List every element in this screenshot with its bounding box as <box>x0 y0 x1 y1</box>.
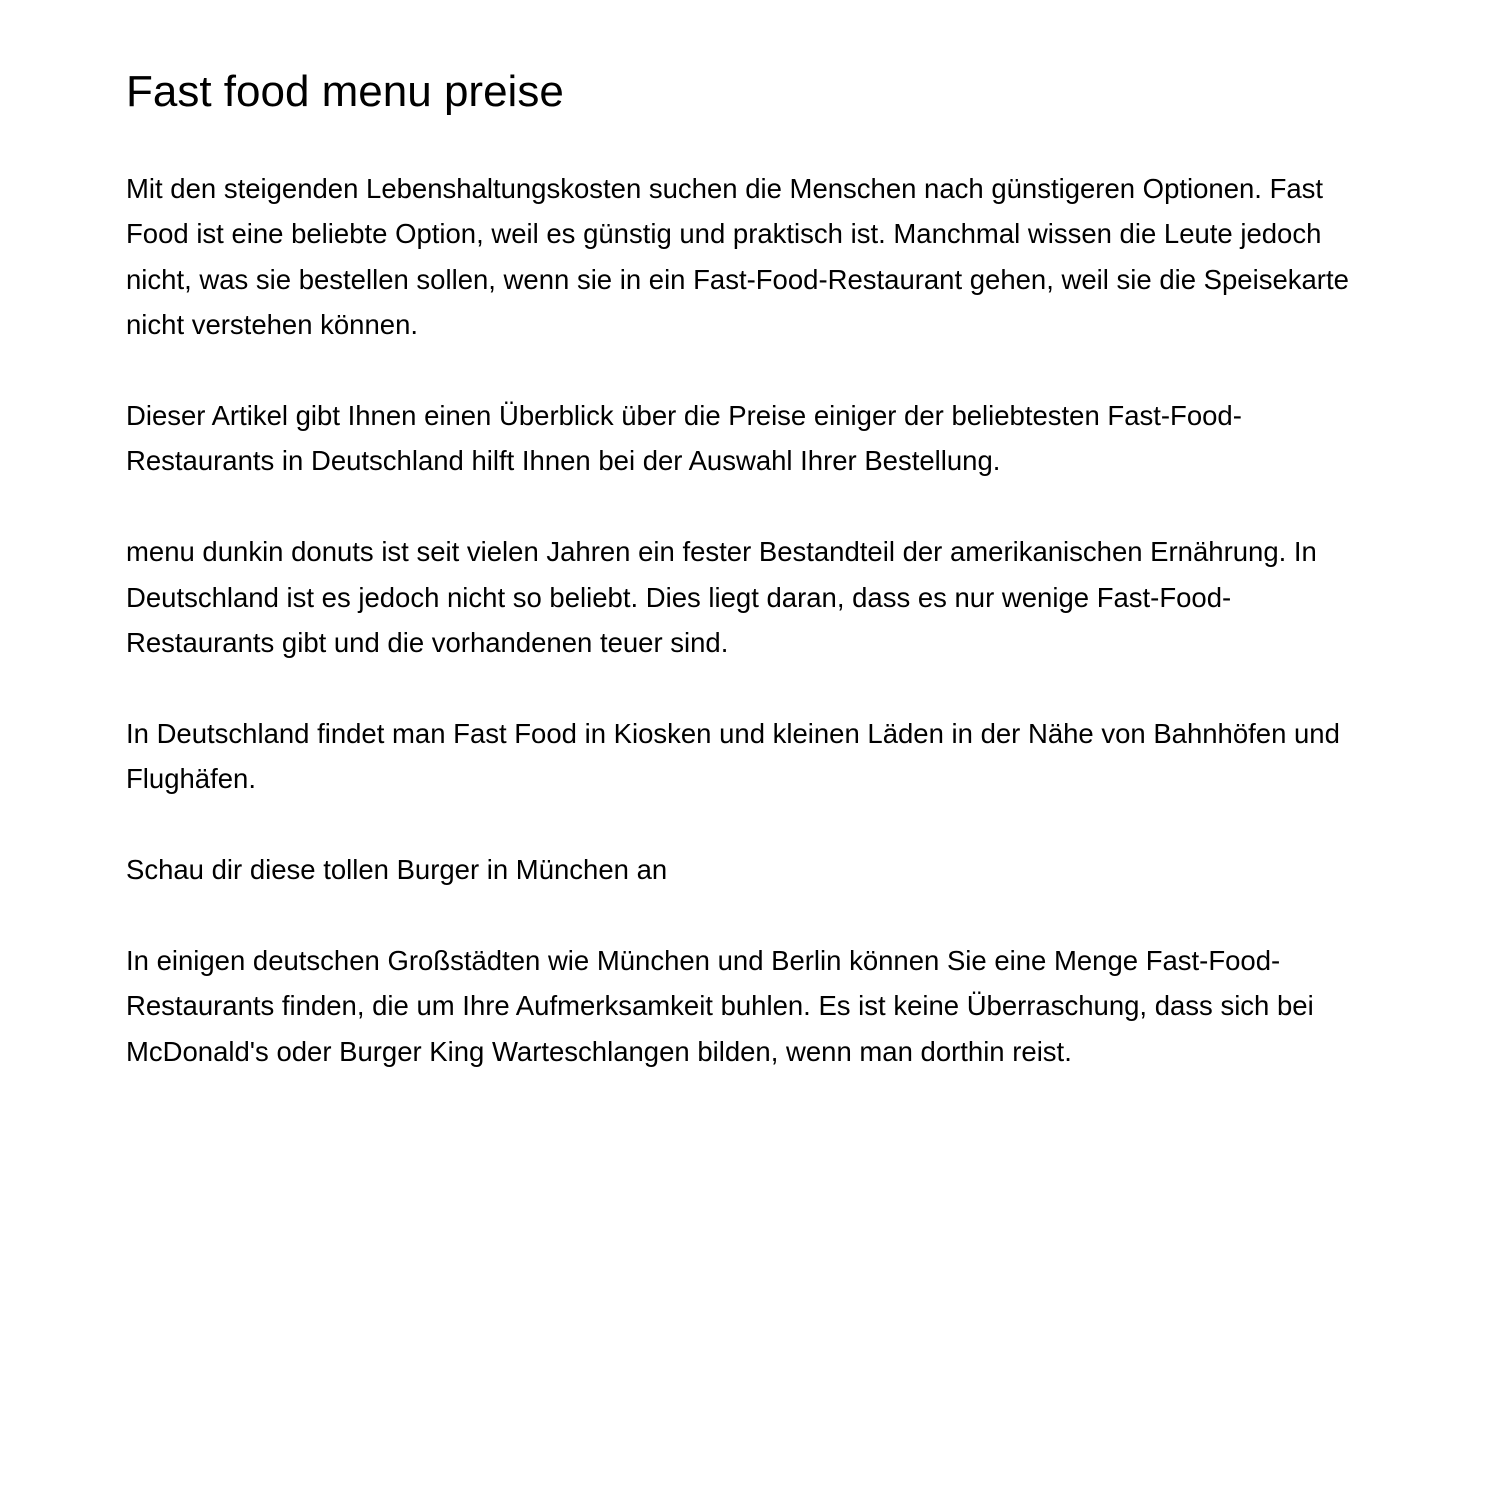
paragraph-overview: Dieser Artikel gibt Ihnen einen Überblick über die Preise einiger der beliebtesten Fast-Food-Restaurants in Deutschland hilft Ihnen bei der Auswahl Ihrer Bestellung. <box>126 400 1242 477</box>
paragraph-intro: Mit den steigenden Lebenshaltungskosten suchen die Menschen nach günstigeren Optionen. Fast Food ist eine beliebte Option, weil es günstig und praktisch ist. Manchmal wissen die Leute jedoch nicht, was sie bestellen sollen, wenn sie in ein Fast-Food-Restaurant gehen, weil sie die Speisekarte nicht verstehen können. <box>126 173 1349 341</box>
paragraph-kiosks: In Deutschland findet man Fast Food in Kiosken und kleinen Läden in der Nähe von Bahnhöfen und Flughäfen. <box>126 717 1340 795</box>
paragraph-grossstaedte: In einigen deutschen Großstädten wie München und Berlin können Sie eine Menge Fast-Food-Restaurants finden, die um Ihre Aufmerksamkeit buhlen. Es ist keine Überraschung, dass sich bei McDonald's oder Burger King Warteschlangen bilden, wenn man dorthin reist. <box>126 944 1314 1067</box>
paragraph-dunkin-donuts: menu dunkin donuts ist seit vielen Jahren ein fester Bestandteil der amerikanischen Ernährung. In Deutschland ist es jedoch nicht so beliebt. Dies liegt daran, dass es nur wenige Fast-Food-Restaurants gibt und die vorhandenen teuer sind. <box>126 536 1317 659</box>
page-title: Fast food menu preise <box>126 67 564 116</box>
paragraph-burger-muenchen: Schau dir diese tollen Burger in München an <box>126 854 668 886</box>
